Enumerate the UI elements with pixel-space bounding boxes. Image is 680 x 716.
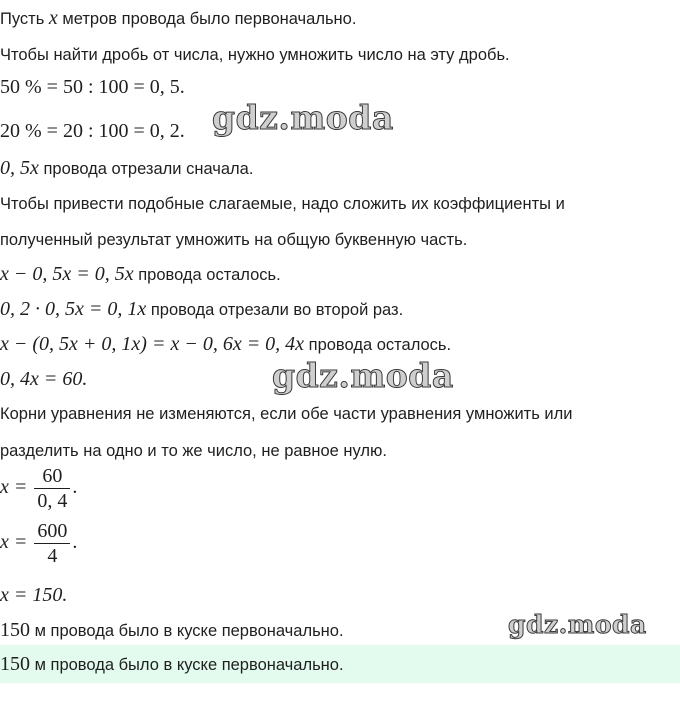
answer-box: [0, 645, 680, 683]
fraction-600-over-4: $\frac{600}{4}$: [34, 519, 70, 568]
line-second-cut: 0, 2 · 0, 5x = 0, 1x провода отрезали во второй раз.: [0, 298, 404, 320]
watermark-logo: gdz.moda: [508, 610, 647, 639]
rule-fraction-of-number: Чтобы найти дробь от числа, нужно умножить число на эту дробь.: [0, 46, 510, 64]
equation-04x-60: 0, 4x = 60.: [0, 368, 88, 390]
line-50-percent: 50 % = 50 : 100 = 0, 5.: [0, 76, 185, 98]
fraction-60-over-04: $\frac{60}{0, 4}$: [34, 464, 70, 513]
rule-like-terms-2: полученный результат умножить на общую буквенную часть.: [0, 231, 468, 249]
watermark-logo: gdz.moda: [212, 98, 394, 137]
rule-like-terms-1: Чтобы привести подобные слагаемые, надо сложить их коэффициенты и: [0, 195, 565, 213]
line-first-cut: 0, 5x провода отрезали сначала.: [0, 157, 254, 179]
line-let-x: Пусть x метров провода было первоначально.: [0, 7, 357, 29]
line-remaining-2: x − (0, 5x + 0, 1x) = x − 0, 6x = 0, 4x провода осталось.: [0, 333, 452, 355]
equation-fraction-1: x = $\frac{60}{0, 4}$ .: [0, 465, 78, 512]
answer-text: 150 м провода было в куске первоначально.: [0, 653, 344, 675]
equation-fraction-2: x = $\frac{600}{4}$ .: [0, 520, 78, 567]
rule-equation-1: Корни уравнения не изменяются, если обе части уравнения умножить или: [0, 405, 573, 423]
line-20-percent: 20 % = 20 : 100 = 0, 2.: [0, 120, 185, 142]
equation-x-150: x = 150.: [0, 584, 68, 606]
line-result: 150 м провода было в куске первоначально.: [0, 619, 344, 641]
line-remaining-1: x − 0, 5x = 0, 5x провода осталось.: [0, 263, 281, 285]
rule-equation-2: разделить на одно и то же число, не равное нулю.: [0, 442, 387, 460]
watermark-logo: gdz.moda: [272, 356, 454, 395]
